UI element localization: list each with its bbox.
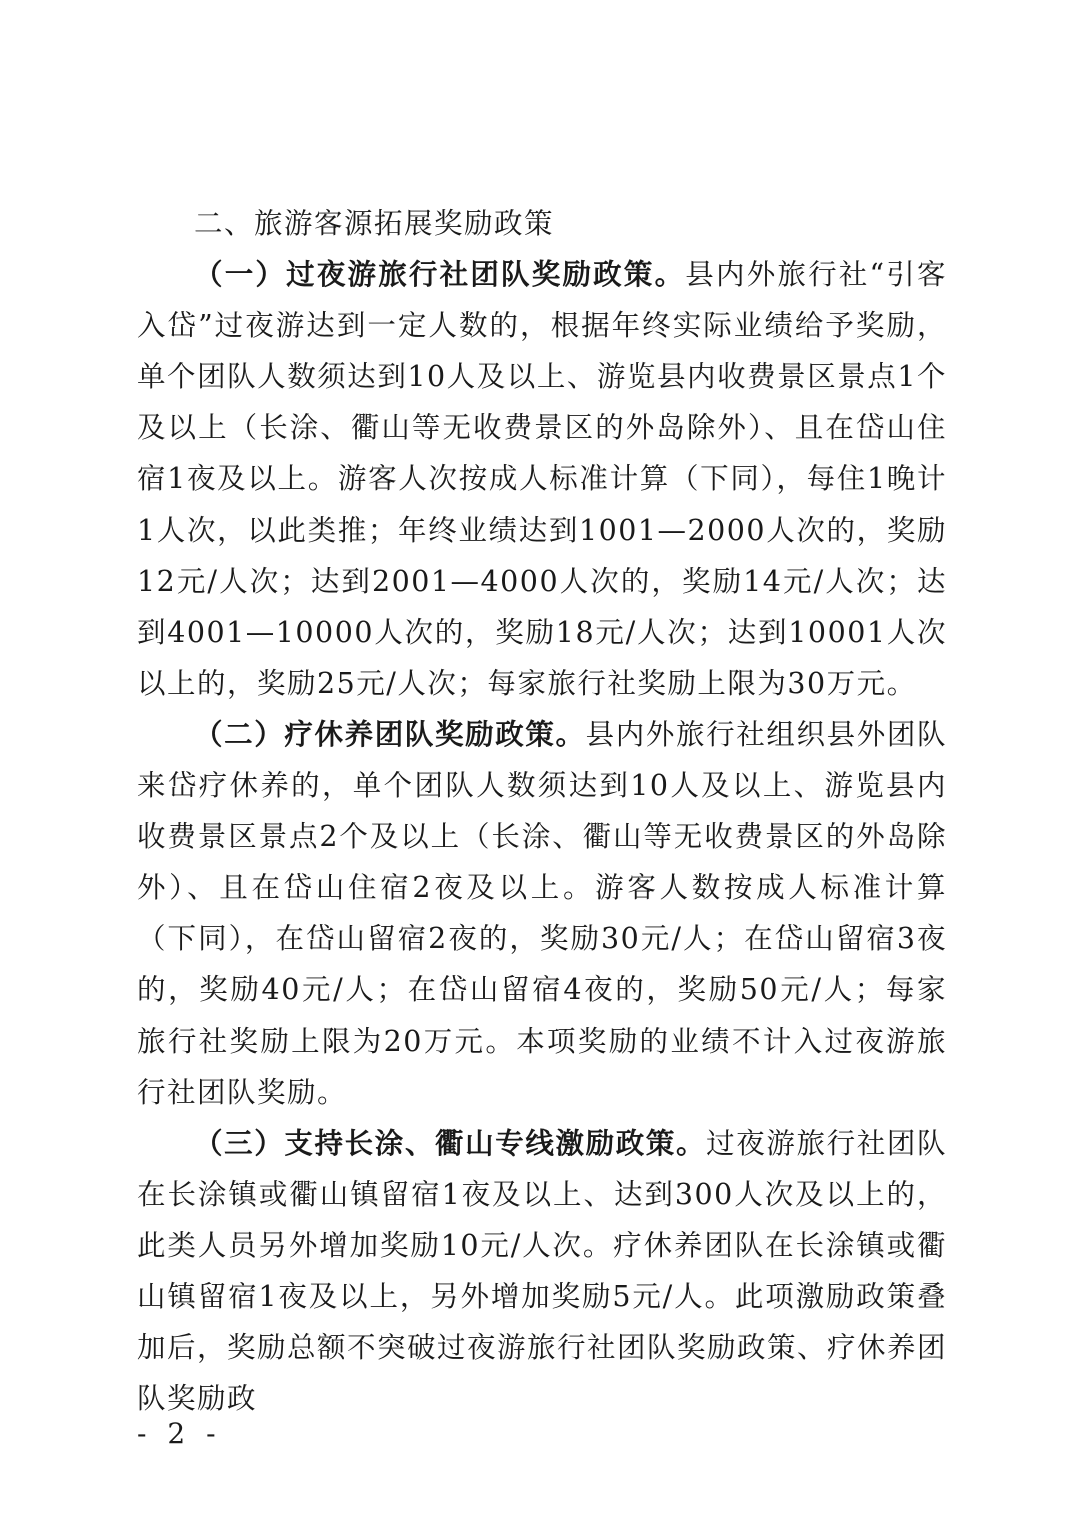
- paragraph-lead: （一）过夜游旅行社团队奖励政策。: [194, 257, 686, 292]
- paragraph-body: 县内外旅行社组织县外团队来岱疗休养的，单个团队人数须达到10人及以上、游览县内收费景区景点2个及以上（长涂、衢山等无收费景区的外岛除外）、且在岱山住宿2夜及以上。游客人数按成人标准计算（下同），在岱山留宿2夜的，奖励30元/人；在岱山留宿3夜的，奖励40元/人；在岱山留宿4夜的，奖励50元/人；每家旅行社奖励上限为20万元。本项奖励的业绩不计入过夜游旅行社团队奖励。: [137, 717, 947, 1109]
- paragraph-overnight-tour: [137, 249, 947, 709]
- page-number: - 2 -: [137, 1417, 222, 1450]
- document-body: [137, 198, 947, 1424]
- paragraph-recuperation-tour: [137, 709, 947, 1118]
- paragraph-lead: （二）疗休养团队奖励政策。: [194, 716, 586, 751]
- paragraph-body: 过夜游旅行社团队在长涂镇或衢山镇留宿1夜及以上、达到300人次及以上的，此类人员另外增加奖励10元/人次。疗休养团队在长涂镇或衢山镇留宿1夜及以上，另外增加奖励5元/人。此项激励政策叠加后，奖励总额不突破过夜游旅行社团队奖励政策、疗休养团队奖励政: [137, 1126, 948, 1416]
- paragraph-body: 县内外旅行社“引客入岱”过夜游达到一定人数的，根据年终实际业绩给予奖励，单个团队人数须达到10人及以上、游览县内收费景区景点1个及以上（长涂、衢山等无收费景区的外岛除外）、且在岱山住宿1夜及以上。游客人次按成人标准计算（下同），每住1晚计1人次，以此类推；年终业绩达到1001—2000人次的，奖励12元/人次；达到2001—4000人次的，奖励14元/人次；达到4001—10000人次的，奖励18元/人次；达到10001人次以上的，奖励25元/人次；每家旅行社奖励上限为30万元。: [137, 258, 947, 700]
- paragraph-lead: （三）支持长涂、衢山专线激励政策。: [194, 1125, 707, 1160]
- section-heading: 二、旅游客源拓展奖励政策: [194, 207, 555, 240]
- paragraph-island-route: [137, 1118, 947, 1425]
